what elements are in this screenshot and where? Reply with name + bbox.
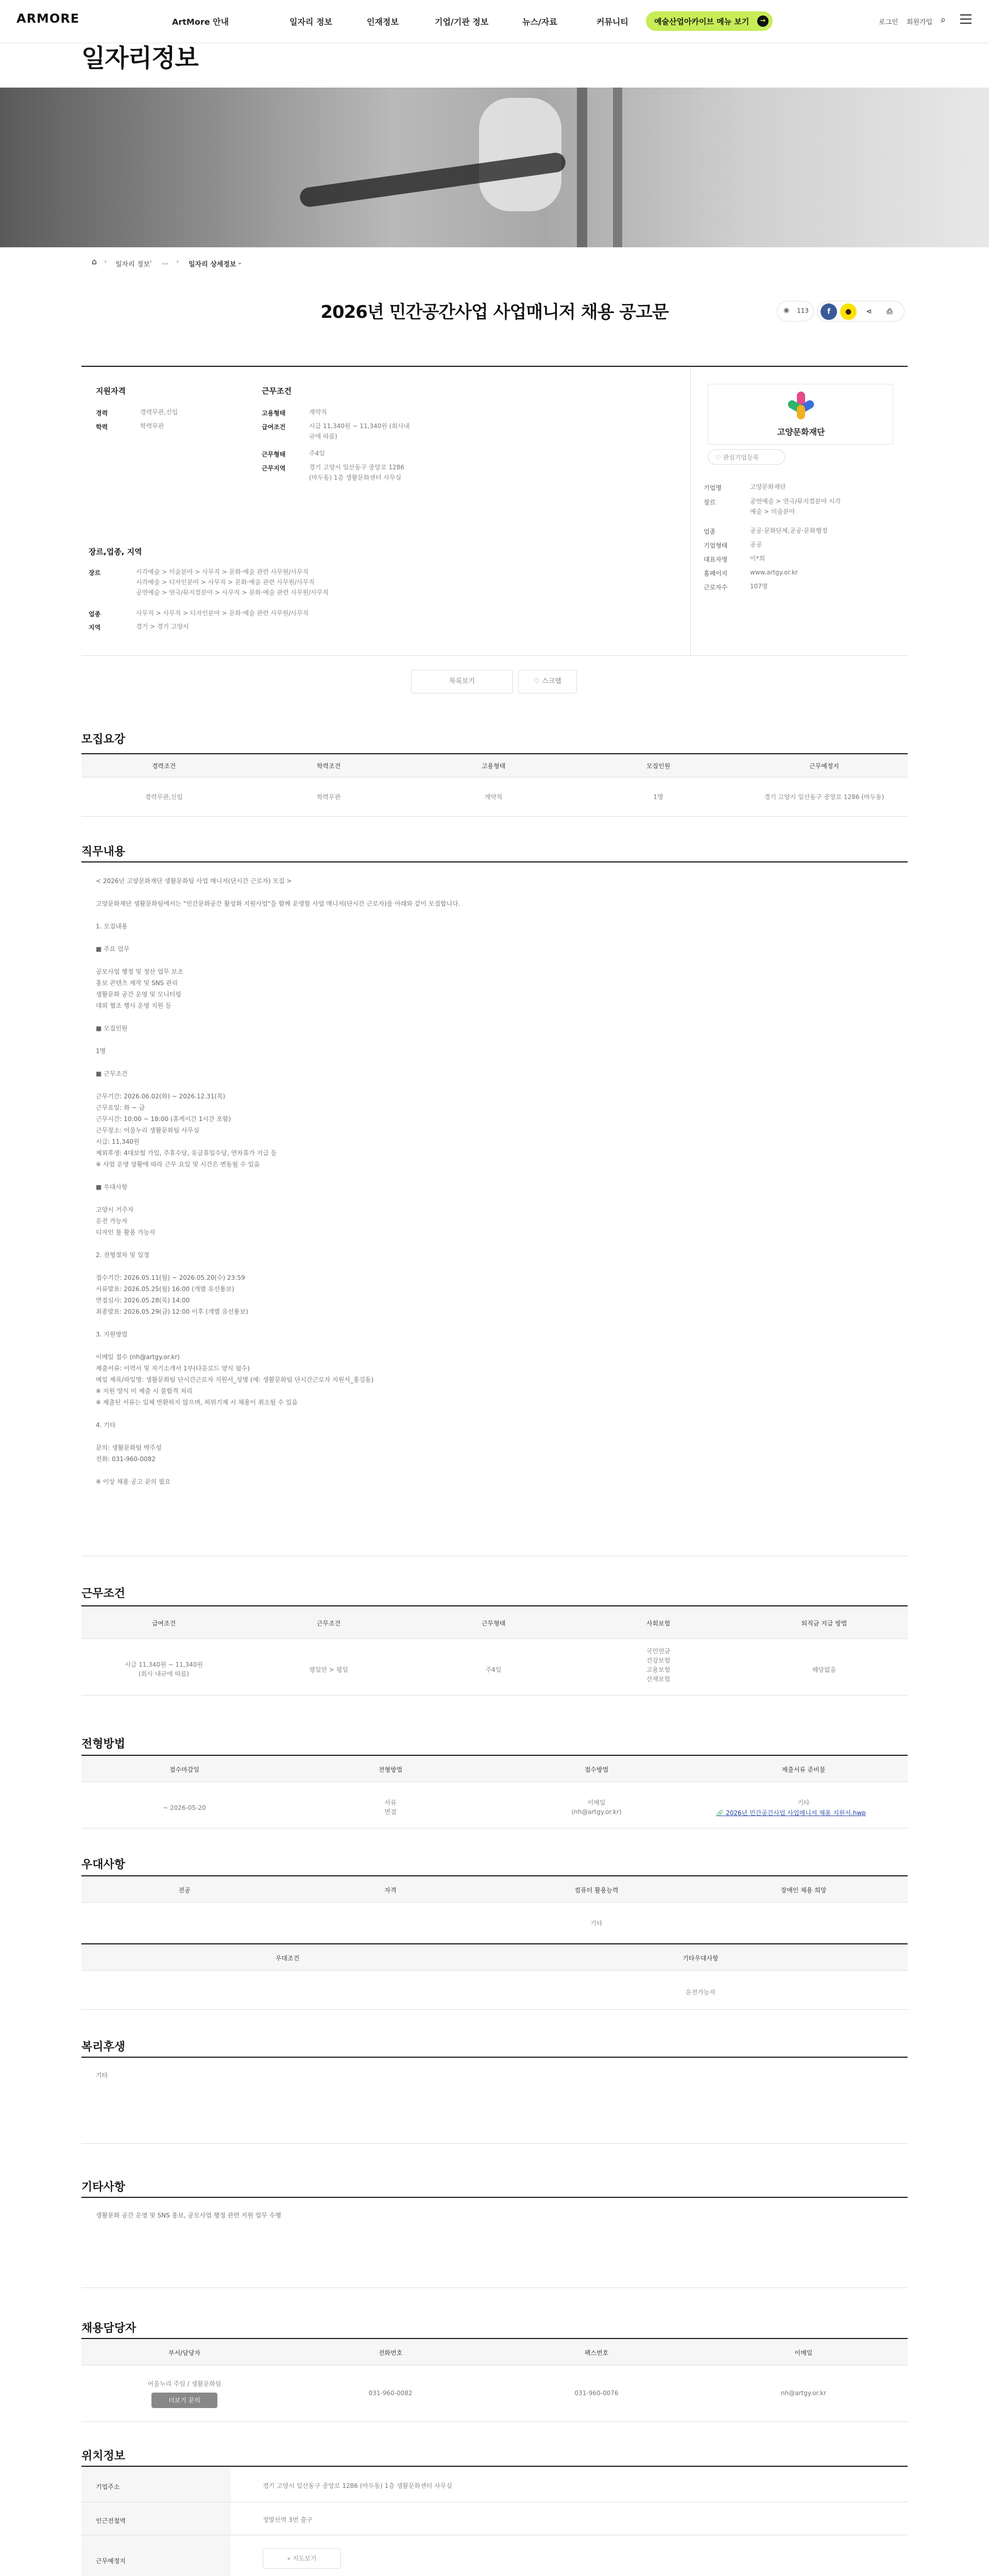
ceo-label: 대표자명 — [704, 556, 728, 563]
ceo-value: 이*희 — [750, 555, 765, 562]
work-header: 퇴직금 지급 방법 — [801, 1620, 847, 1627]
prefs-header: 장애인 채용 희망 — [780, 1887, 827, 1894]
duties-line — [96, 1035, 889, 1046]
recruit-cell: 경력무관,신입 — [145, 793, 183, 801]
welfare-title: 복리후생 — [81, 2041, 126, 2054]
duties-line: 전화: 031-960-0082 — [96, 1455, 156, 1463]
duties-line — [96, 887, 889, 899]
divider — [81, 2057, 908, 2058]
work-area-label: 근무지역 — [262, 465, 286, 472]
divider — [81, 2197, 908, 2198]
recruit-title: 모집요강 — [81, 733, 126, 746]
nav-item-companies[interactable]: 기업/기관 정보 — [435, 17, 489, 27]
duties-line: 공모사업 행정 및 정산 업무 보조 — [96, 968, 183, 975]
duties-line: ※ 이상 채용 공고 문의 필요 — [96, 1478, 171, 1485]
work-type-label: 근무형태 — [262, 451, 286, 458]
divider — [81, 1695, 908, 1696]
duties-line: ■ 주요 업무 — [96, 945, 130, 953]
duties-line — [96, 933, 889, 944]
career-value: 경력무관,신입 — [140, 409, 178, 416]
duties-line: ■ 근무조건 — [96, 1070, 128, 1077]
duties-line: 운전 가능자 — [96, 1217, 128, 1225]
divider — [81, 1638, 908, 1639]
work-header: 사회보험 — [646, 1620, 671, 1627]
recruit-header: 근무예정지 — [809, 762, 839, 770]
duties-line: 서류발표: 2026.05.25(월) 16:00 (개별 유선통보) — [96, 1285, 234, 1293]
duties-line: ※ 제출된 서류는 일체 반환하지 않으며, 허위기재 시 채용이 취소될 수 있음 — [96, 1399, 298, 1406]
prefs-header: 기타우대사항 — [683, 1955, 719, 1962]
prefs-cell: 운전가능자 — [686, 1989, 715, 1996]
recruit-header: 학력조건 — [316, 762, 341, 770]
duties-line: 생활문화 공간 운영 및 모니터링 — [96, 991, 181, 998]
process-cell: 이메일 (nh@artgy.or.kr) — [571, 1799, 622, 1816]
process-header: 제출서류 준비물 — [781, 1766, 826, 1773]
process-header: 접수마감일 — [169, 1766, 199, 1773]
divider — [81, 655, 908, 656]
location-label: 근무예정지 — [96, 2557, 126, 2565]
company-type-label: 기업형태 — [704, 542, 728, 549]
education-label: 학력 — [96, 423, 108, 431]
prefs-header: 자격 — [384, 1887, 397, 1894]
nav-item-jobs[interactable]: 일자리 정보 — [289, 17, 332, 27]
duties-line: 최종발표: 2026.05.29(금) 12:00 이후 (개별 유선통보) — [96, 1308, 248, 1315]
job-title: 2026년 민간공간사업 사업매니저 채용 공고문 — [320, 302, 669, 323]
duties-line: < 2026년 고양문화재단 생활문화팀 사업 매니저(단시간 근로자) 모집 > — [96, 877, 292, 885]
duties-line: 1명 — [96, 1047, 106, 1055]
process-cell: 서류 면접 — [384, 1799, 397, 1816]
share-icon[interactable]: ⋖ — [866, 308, 872, 316]
duties-line: 문의: 생활문화팀 박주성 — [96, 1444, 162, 1451]
site-logo[interactable] — [16, 11, 79, 26]
login-link[interactable]: 로그인 — [879, 19, 898, 26]
duties-line — [96, 955, 889, 967]
divider — [81, 2009, 908, 2010]
recruit-cell: 경기 고양시 일산동구 중앙로 1286 (마두동) — [764, 793, 884, 801]
duties-line: 제출서류: 이력서 및 자기소개서 1부(다운로드 양식 필수) — [96, 1365, 250, 1372]
attachment-name: 2026년 민간공간사업 사업매니저 채용 지원서.hwp — [726, 1809, 866, 1817]
chevron-down-icon[interactable]: ⌄ — [237, 259, 243, 266]
duties-line: 메일 제목/파일명: 생활문화팀 단시간근로자 지원서_성명 (예: 생활문화팀 단시간근로자 지원서_홍길동) — [96, 1376, 374, 1383]
divider — [81, 2143, 908, 2144]
contact-title: 채용담당자 — [81, 2322, 137, 2335]
breadcrumb-middle[interactable]: ... — [162, 259, 168, 266]
duties-line: 2. 전형절차 및 일정 — [96, 1251, 150, 1259]
duties-line: 디자인 툴 활용 가능자 — [96, 1229, 156, 1236]
kakao-icon[interactable]: ● — [840, 303, 857, 320]
heart-icon: ♡ — [715, 454, 721, 461]
recruit-cell: 학력무관 — [316, 793, 341, 801]
breadcrumb-current[interactable]: 일자리 상세정보 — [189, 261, 236, 268]
prefs-header: 우대조건 — [275, 1955, 300, 1962]
divider — [690, 367, 691, 655]
company-industry-label: 업종 — [704, 528, 716, 535]
scrap-button[interactable] — [518, 670, 577, 693]
company-logo-name: 고양문화재단 — [777, 427, 825, 437]
process-cell: ~ 2026-05-20 — [163, 1804, 206, 1811]
process-cell: 기타 — [797, 1799, 810, 1806]
duties-line: ※ 지원 양식 미 제출 시 불합격 처리 — [96, 1387, 193, 1395]
company-name-label: 기업명 — [704, 484, 722, 492]
map-view-label: 지도보기 — [293, 2555, 317, 2562]
duties-line — [96, 1341, 889, 1352]
duties-line: 4. 기타 — [96, 1421, 116, 1429]
search-icon[interactable]: ⌕ — [941, 14, 946, 25]
work-title: 근무조건 — [81, 1587, 126, 1600]
location-label: 인근전철역 — [96, 2517, 126, 2524]
genre-head: 장르,업종, 지역 — [89, 547, 142, 556]
arrow-right-icon: → — [757, 15, 769, 27]
education-value: 학력무관 — [140, 422, 164, 430]
recruit-header: 고용형태 — [481, 762, 506, 770]
duties-text — [96, 876, 889, 1488]
paperclip-icon: 🔗︎ — [716, 1809, 724, 1817]
process-title: 전형방법 — [81, 1738, 126, 1751]
contact-cell: 031-960-0076 — [574, 2389, 619, 2397]
duties-line — [96, 1409, 889, 1420]
duties-line: 제외후생: 4대보험 가입, 주휴수당, 유급휴일수당, 연차휴가 지급 등 — [96, 1149, 277, 1157]
employment-type-value: 계약직 — [309, 409, 327, 416]
industry-label: 업종 — [89, 611, 101, 618]
location-value: 경기 고양시 일산동구 중앙로 1286 (마두동) 1층 생활문화센터 사무실 — [263, 2482, 452, 2489]
contact-header: 전화번호 — [378, 2349, 403, 2357]
company-genre-label: 장르 — [704, 499, 716, 506]
bookmark-icon: ♡ — [534, 677, 540, 685]
duties-line — [96, 1239, 889, 1250]
share-actions — [817, 301, 905, 321]
facebook-icon[interactable]: f — [821, 303, 837, 320]
divider — [81, 1902, 908, 1903]
career-label: 경력 — [96, 410, 108, 417]
location-value: 정발산역 3번 출구 — [263, 2516, 313, 2523]
breadcrumb: ⌂ › 일자리 정보 › ... › 일자리 상세정보 ⌄ — [81, 247, 908, 278]
work-type-value: 주4일 — [309, 450, 325, 457]
divider — [81, 366, 908, 367]
duties-line: 고양시 거주자 — [96, 1206, 134, 1213]
prefs-header: 컴퓨터 활용능력 — [574, 1887, 619, 1894]
company-industry-value: 공공·문화단체,공공·문화행정 — [750, 527, 828, 534]
conditions-head: 근무조건 — [262, 386, 292, 396]
breadcrumb-jobs[interactable]: 일자리 정보 — [115, 261, 150, 268]
pin-icon: ⌖ — [287, 2555, 291, 2562]
welfare-text: 기타 — [96, 2072, 108, 2079]
prefs-cell: 기타 — [590, 1920, 603, 1927]
archive-menu-label: 예술산업아카이브 메뉴 보기 — [654, 17, 749, 26]
duties-line — [96, 1465, 889, 1477]
hamburger-menu-icon[interactable] — [960, 14, 971, 24]
work-cell: 시급 11,340원 ~ 11,340원 (회사 내규에 따름) — [125, 1661, 203, 1677]
list-button[interactable]: 목록보기 — [411, 670, 513, 693]
company-genre-value: 공연예술 > 연극/뮤지컬분야 시각예술 > 미술분야 — [750, 498, 841, 515]
region-value: 경기 > 경기 고양시 — [136, 623, 189, 630]
duties-line: 근무요일: 화 ~ 금 — [96, 1104, 145, 1111]
divider — [81, 2287, 908, 2288]
company-logo — [786, 392, 816, 422]
nav-item-community[interactable]: 커뮤니티 — [596, 17, 628, 27]
duties-line — [96, 1193, 889, 1205]
homepage-link[interactable]: www.artgy.or.kr — [750, 569, 798, 576]
archive-menu-button[interactable] — [646, 11, 773, 31]
top-navigation — [0, 0, 989, 43]
view-count — [777, 301, 814, 321]
contact-more-button[interactable]: 더보기 문의 — [151, 2393, 217, 2408]
view-count-value: 113 — [797, 307, 809, 314]
contact-header: 부서/담당자 — [168, 2349, 200, 2357]
logo-text: ARMORE — [16, 11, 80, 26]
work-area-value: 경기 고양시 일산동구 중앙로 1286 (마두동) 1층 생활문화센터 사무실 — [309, 464, 404, 481]
duties-line: 근무장소: 어울누리 생활문화팀 사무실 — [96, 1127, 199, 1134]
duties-line: 면접심사: 2026.05.28(목) 14:00 — [96, 1297, 190, 1304]
nav-item-news[interactable]: 뉴스/자료 — [522, 17, 557, 27]
duties-line: ■ 우대사항 — [96, 1183, 128, 1191]
recruit-header: 모집인원 — [646, 762, 671, 770]
genre-label: 장르 — [89, 569, 101, 577]
process-header: 접수방법 — [584, 1766, 609, 1773]
eye-icon: ◉ — [783, 307, 790, 314]
employees-value: 107명 — [750, 583, 768, 590]
other-title: 기타사항 — [81, 2181, 126, 2194]
duties-line — [96, 1318, 889, 1329]
divider — [81, 861, 908, 862]
duties-title: 직무내용 — [81, 845, 126, 858]
nav-item-talent[interactable]: 인재정보 — [367, 17, 399, 27]
work-header: 근무형태 — [481, 1620, 506, 1627]
divider — [81, 2421, 908, 2422]
work-cell: 국민연금 건강보험 고용보험 산재보험 — [646, 1648, 671, 1683]
duties-line: 홍보 콘텐츠 제작 및 SNS 관리 — [96, 979, 178, 987]
duties-line: 이메일 접수 (nh@artgy.or.kr) — [96, 1353, 180, 1361]
employees-label: 근로자수 — [704, 584, 728, 591]
duties-line: ■ 모집인원 — [96, 1025, 128, 1032]
divider — [81, 1970, 908, 1971]
duties-line — [96, 1012, 889, 1023]
print-icon[interactable]: ⎙ — [886, 308, 893, 316]
scrap-label: 스크랩 — [542, 677, 561, 685]
divider — [81, 816, 908, 817]
company-type-value: 공공 — [750, 541, 762, 548]
duties-line — [96, 1057, 889, 1069]
follow-company-button[interactable] — [708, 449, 785, 465]
prefs-title: 우대사항 — [81, 1858, 126, 1871]
location-title: 위치정보 — [81, 2450, 126, 2463]
work-cell: 평일만 > 평일 — [309, 1666, 348, 1673]
location-label: 기업주소 — [96, 2483, 120, 2490]
duties-line — [96, 910, 889, 921]
pay-value: 시급 11,340원 ~ 11,340원 (회사내규에 따름) — [309, 422, 410, 440]
contact-header: 이메일 — [794, 2349, 813, 2357]
genre-value: 시각예술 > 미술분야 > 사무직 > 문화·예술 관련 사무원/사무직 시각예술 > 디자인분야 > 사무직 > 문화·예술 관련 사무원/사무직 공연예술 > 연극/뮤지컬분야 > 사무직 > 문화·예술 관련 사무원/사무직 — [136, 568, 329, 596]
duties-line: 근무기간: 2026.06.02(화) ~ 2026.12.31(목) — [96, 1093, 226, 1100]
duties-line — [96, 1171, 889, 1182]
duties-line: ※ 사업 운영 상황에 따라 근무 요일 및 시간은 변동될 수 있음 — [96, 1161, 260, 1168]
contact-header: 팩스번호 — [584, 2349, 609, 2357]
duties-line: 3. 지원방법 — [96, 1331, 128, 1338]
apply-qual-head: 지원자격 — [96, 386, 126, 396]
work-cell: 해당없음 — [812, 1666, 837, 1673]
page-title: 일자리정보 — [81, 44, 198, 73]
employment-type-label: 고용형태 — [262, 410, 286, 417]
follow-company-label: 관심기업등록 — [723, 454, 759, 461]
duties-line: 1. 모집내용 — [96, 923, 128, 930]
homepage-label: 홈페이지 — [704, 570, 728, 577]
recruit-cell: 1명 — [653, 793, 663, 801]
contact-cell: 031-960-0082 — [368, 2389, 413, 2397]
duties-line: 고양문화재단 생활문화팀에서는 "민간문화공간 활성화 지원사업"을 함께 운영할 사업 매니저(단시간 근로자)를 아래와 같이 모집합니다. — [96, 900, 461, 907]
nav-item-about[interactable]: ArtMore 안내 — [172, 17, 229, 27]
duties-line: 근무시간: 10:00 ~ 18:00 (휴게시간 1시간 포함) — [96, 1115, 231, 1123]
duties-line: 접수기간: 2026.05.11(월) ~ 2026.05.20(수) 23:59 — [96, 1274, 245, 1281]
work-cell: 주4일 — [485, 1666, 502, 1673]
contact-cell: nh@artgy.or.kr — [781, 2389, 826, 2397]
pay-label: 급여조건 — [262, 423, 286, 431]
duties-line: 시급: 11,340원 — [96, 1138, 140, 1145]
recruit-header: 경력조건 — [151, 762, 176, 770]
work-header: 급여조건 — [151, 1620, 176, 1627]
region-label: 지역 — [89, 624, 101, 631]
signup-link[interactable]: 회원가입 — [907, 19, 933, 26]
other-text: 생활문화 공간 운영 및 SNS 홍보, 공모사업 행정 관련 지원 업무 수행 — [96, 2212, 281, 2219]
duties-line — [96, 1261, 889, 1273]
process-header: 전형방법 — [378, 1766, 403, 1773]
map-view-button[interactable] — [263, 2548, 341, 2569]
hero-banner-image — [0, 88, 989, 247]
company-logo-card — [708, 384, 893, 445]
industry-value: 사무직 > 사무직 > 디자인분야 > 문화·예술 관련 사무원/사무직 — [136, 609, 309, 617]
attachment-link[interactable] — [716, 1808, 866, 1817]
home-icon[interactable]: ⌂ — [92, 257, 97, 266]
duties-line — [96, 1431, 889, 1443]
contact-cell: 어울누리 주임 / 생활문화팀 — [147, 2380, 221, 2387]
recruit-cell: 계약직 — [484, 793, 503, 801]
duties-line — [96, 1080, 889, 1091]
company-name-value: 고양문화재단 — [750, 483, 786, 490]
prefs-header: 전공 — [178, 1887, 191, 1894]
duties-line: 대외 협조 행사 운영 지원 등 — [96, 1002, 172, 1009]
work-header: 근무조건 — [316, 1620, 341, 1627]
